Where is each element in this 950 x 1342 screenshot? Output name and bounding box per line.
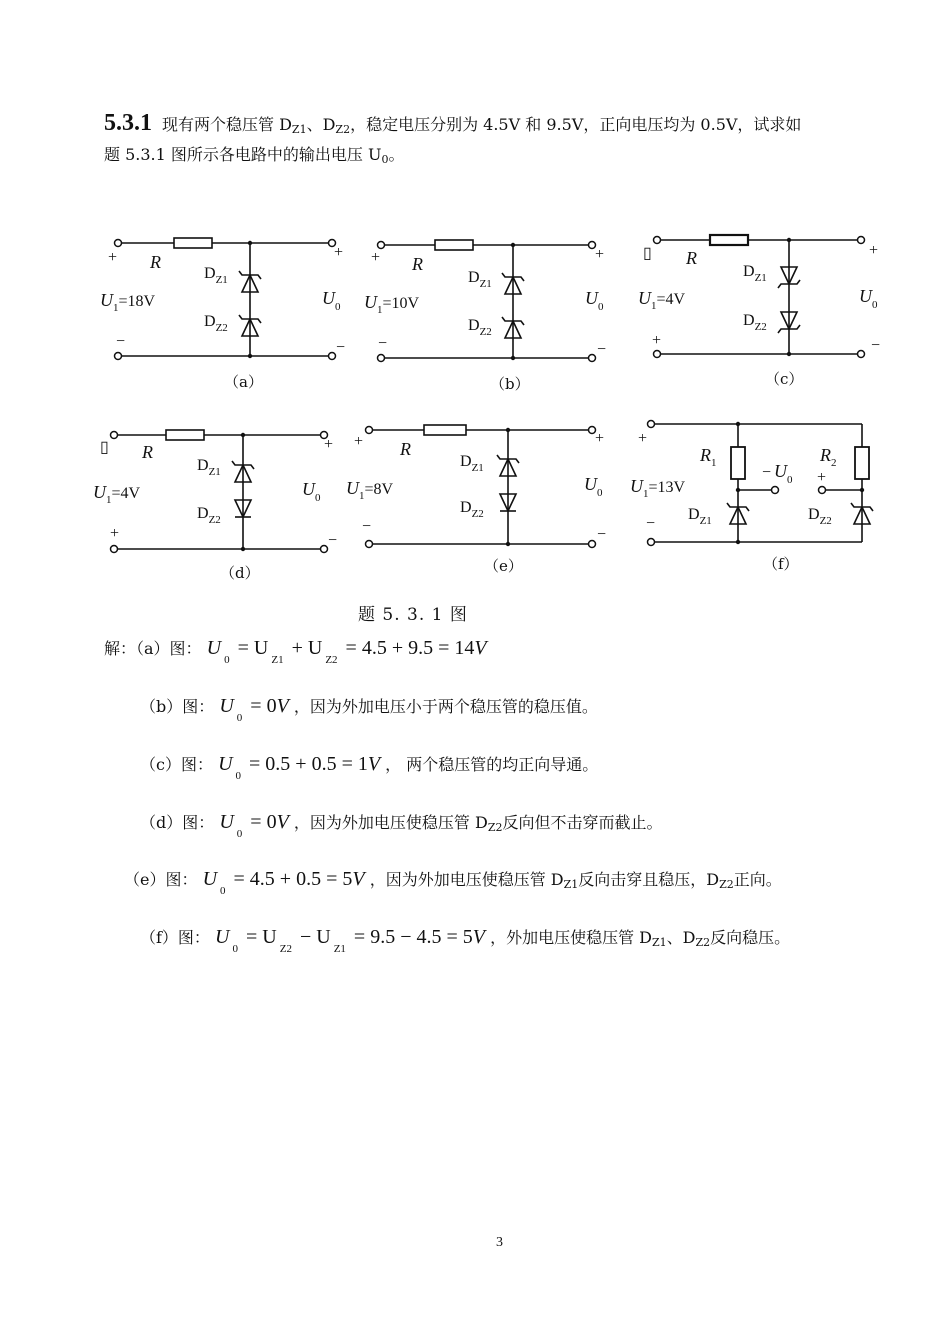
solution-c: （c）图： $U_0= 0.5 + 0.5 = 1V$ ， 两个稳压管的均正向导通。: [140, 753, 599, 782]
caption-f: （f）: [763, 555, 799, 573]
problem-line-1: 5.3.1 现有两个稳压管 $D_{Z1}$、$D_{Z2}$，稳定电压分别为 4.5V 和 9.5V，正向电压均为 0.5V，试求如: [104, 110, 802, 136]
resistor: [424, 425, 466, 435]
caption-a: （a）: [224, 373, 263, 391]
svg-text:R: R: [142, 442, 153, 462]
svg-text:+: +: [652, 332, 662, 349]
resistor: [166, 430, 204, 440]
svg-text:U1=13V: $U_1=13V$: [630, 476, 686, 500]
terminal: [115, 240, 122, 247]
zener-diode-dz1: [778, 263, 800, 291]
svg-text:−U0: − $U_0$: [762, 461, 793, 486]
resistor: [174, 238, 212, 248]
zener-diode-dz2: [778, 308, 800, 336]
svg-text:R: R: [686, 248, 697, 268]
svg-text:U1=10V: $U_1=10V$: [364, 292, 420, 316]
svg-text:−: −: [871, 337, 881, 354]
svg-text:+: +: [595, 430, 605, 447]
svg-text:DZ1: $D_{Z1}$: [204, 265, 228, 286]
svg-text:R: R: [412, 254, 423, 274]
svg-text:U0: $U_0$: [322, 288, 341, 313]
svg-text:DZ2: $D_{Z2}$: [468, 317, 492, 338]
resistor-r1: [731, 447, 745, 479]
page-number: 3: [496, 1235, 503, 1250]
resistor: [435, 240, 473, 250]
svg-text:DZ2: $D_{Z2}$: [460, 499, 484, 520]
svg-text:DZ2: $D_{Z2}$: [743, 312, 767, 333]
svg-text:+: +: [354, 433, 364, 450]
svg-text:DZ1: $D_{Z1}$: [468, 269, 492, 290]
svg-text:DZ2: $D_{Z2}$: [204, 313, 228, 334]
problem-number: 5.3.1: [104, 110, 152, 136]
svg-text:−: −: [336, 339, 346, 356]
svg-text:−: −: [116, 333, 126, 350]
solution-b: （b）图： $U_0= 0V$ ，因为外加电压小于两个稳压管的稳压值。: [140, 695, 598, 724]
svg-text:DZ1: $D_{Z1}$: [460, 453, 484, 474]
svg-text:R2: $R_2$: [820, 445, 837, 469]
caption-b: （b）: [490, 375, 530, 393]
svg-text:U0: $U_0$: [859, 286, 878, 311]
svg-text:+: +: [110, 525, 120, 542]
svg-text:▯: ▯: [100, 439, 109, 456]
svg-text:−: −: [597, 526, 607, 543]
circuit-b: [364, 240, 606, 393]
svg-text:U1=4V: $U_1=4V$: [638, 288, 686, 312]
svg-text:+: +: [371, 249, 381, 266]
svg-text:+: +: [638, 430, 648, 447]
zener-diode-dz1: [239, 268, 261, 296]
circuit-a: [100, 238, 345, 391]
terminal: [329, 353, 336, 360]
zener-diode-dz2: [851, 500, 873, 528]
resistor: [710, 235, 748, 245]
svg-text:+: +: [869, 242, 879, 259]
svg-text:−: −: [362, 518, 372, 535]
zener-diode-dz1: [502, 270, 524, 298]
svg-text:R: R: [400, 439, 411, 459]
svg-text:DZ1: $D_{Z1}$: [197, 457, 221, 478]
solution-f: （f）图： $U_0= U_{Z2}- U_{Z1}= 9.5 - 4.5 = 5V$ ，外加电压使稳压管 $D_{Z1}$、$D_{Z2}$反向稳压。: [140, 926, 791, 955]
problem-line-2: 题 5.3.1 图所示各电路中的输出电压 $U_0$。: [104, 145, 405, 166]
svg-text:DZ1: $D_{Z1}$: [743, 263, 767, 284]
svg-text:DZ2: $D_{Z2}$: [808, 506, 832, 527]
zener-diode-dz1: [727, 500, 749, 528]
svg-text:DZ2: $D_{Z2}$: [197, 505, 221, 526]
circuit-diagrams: [0, 0, 950, 600]
svg-text:U0: $U_0$: [585, 288, 604, 313]
svg-text:+: +: [334, 244, 344, 261]
zener-diode-dz2: [235, 496, 251, 524]
resistor-r2: [855, 447, 869, 479]
zener-diode-dz1: [497, 452, 519, 480]
circuit-c: [638, 235, 880, 388]
zener-diode-dz1: [232, 458, 254, 486]
svg-text:R1: $R_1$: [700, 445, 717, 469]
solution-e: （e）图： $U_0= 4.5 + 0.5 = 5V$ ，因为外加电压使稳压管 $D_{Z1}$反向击穿且稳压，$D_{Z2}$正向。: [124, 868, 782, 897]
solution-a: 解：（a）图： $U_0= U_{Z1}+ U_{Z2}= 4.5 + 9.5 = 14V$: [104, 637, 487, 666]
svg-text:+: +: [817, 469, 827, 486]
svg-text:U0: $U_0$: [302, 479, 321, 504]
caption-e: （e）: [484, 557, 523, 575]
svg-text:U1=4V: $U_1=4V$: [93, 482, 141, 506]
solution-d: （d）图： $U_0= 0V$ ，因为外加电压使稳压管 $D_{Z2}$反向但不击穿而截止。: [140, 811, 663, 840]
svg-text:+: +: [108, 249, 118, 266]
figure-caption: 题 5. 3. 1 图: [358, 605, 468, 625]
svg-text:−: −: [378, 335, 388, 352]
svg-text:R: R: [150, 252, 161, 272]
circuit-e: [346, 425, 606, 575]
svg-text:+: +: [324, 436, 334, 453]
caption-c: （c）: [765, 370, 804, 388]
zener-diode-dz2: [500, 490, 516, 518]
svg-text:−: −: [646, 515, 656, 532]
zener-diode-dz2: [502, 314, 524, 342]
circuit-f: [630, 421, 873, 574]
svg-text:U1=8V: $U_1=8V$: [346, 478, 394, 502]
zener-diode-dz2: [239, 312, 261, 340]
svg-text:▯: ▯: [643, 245, 652, 262]
terminal: [115, 353, 122, 360]
caption-d: （d）: [220, 564, 260, 582]
svg-text:U1=18V: $U_1=18V$: [100, 290, 156, 314]
svg-text:+: +: [595, 246, 605, 263]
svg-text:DZ1: $D_{Z1}$: [688, 506, 712, 527]
svg-text:U0: $U_0$: [584, 474, 603, 499]
circuit-d: [93, 430, 337, 582]
svg-text:−: −: [597, 341, 607, 358]
svg-text:−: −: [328, 532, 338, 549]
